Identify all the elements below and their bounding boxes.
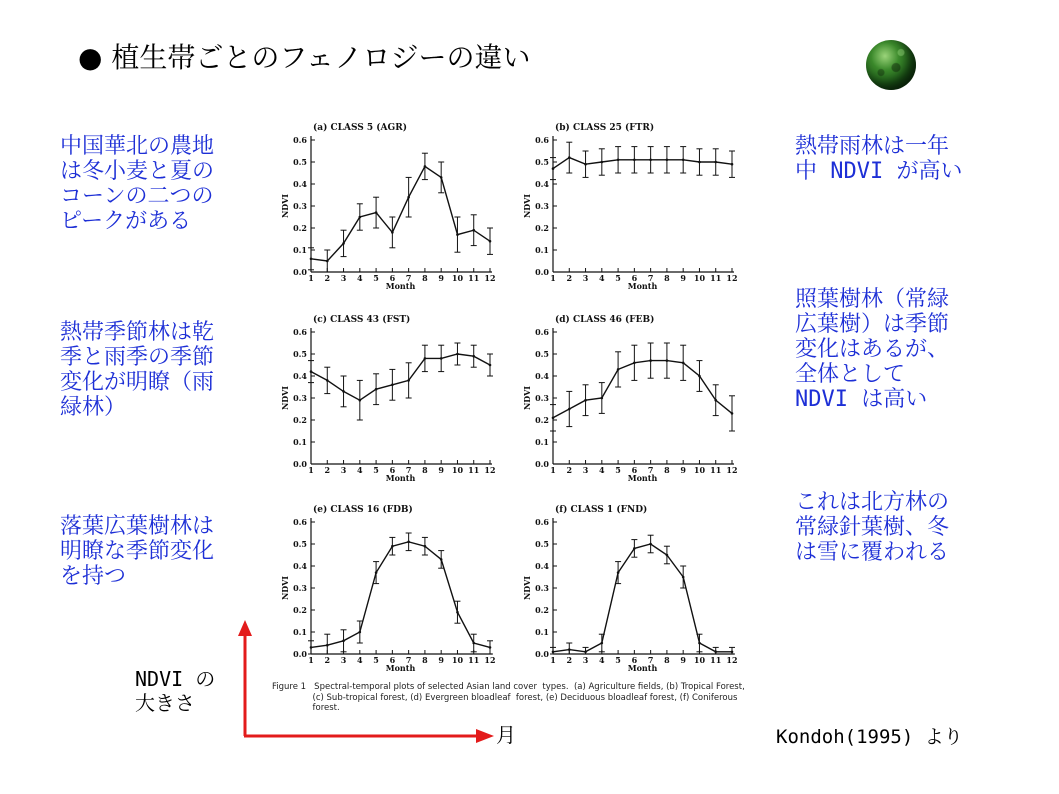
- y-axis-label: NDVI の 大きさ: [135, 667, 216, 715]
- ndvi-point: [584, 163, 587, 166]
- ndvi-point: [375, 571, 378, 574]
- x-tick-label: 3: [340, 273, 347, 283]
- chart-panel-b: [520, 118, 750, 293]
- ndvi-point: [568, 156, 571, 159]
- ndvi-point: [584, 651, 587, 654]
- ndvi-point: [391, 384, 394, 387]
- x-tick-label: 7: [405, 273, 412, 283]
- y-tick-label: 0.2: [535, 605, 549, 615]
- ndvi-series-line: [553, 544, 732, 652]
- ndvi-point: [649, 159, 652, 162]
- x-tick-label: 3: [340, 655, 347, 665]
- axis-arrows: [232, 618, 502, 753]
- y-tick-label: 0.4: [535, 371, 549, 381]
- x-tick-label: 1: [550, 273, 556, 283]
- figure-caption: Figure 1 Spectral-temporal plots of selected Asian land cover types. (a) Agriculture fields, (b) Tropical Forest, (c) Sub-tropical forest, (d) Evergreen bloadleaf forest, (e) Deciduous bloadleaf forest, (f) Coniferous forest.: [272, 682, 745, 713]
- ndvi-point: [407, 196, 410, 199]
- ndvi-point: [568, 408, 571, 411]
- ndvi-series-line: [553, 361, 732, 418]
- y-tick-label: 0.4: [293, 561, 307, 571]
- x-arrow-head: [476, 729, 494, 743]
- x-tick-label: 3: [340, 465, 347, 475]
- x-tick-label: 4: [599, 465, 605, 475]
- ndvi-point: [601, 397, 604, 400]
- x-tick-label: 6: [631, 655, 638, 665]
- x-tick-label: 9: [438, 465, 444, 475]
- x-tick-label: 1: [550, 465, 556, 475]
- x-tick-label: 10: [451, 655, 464, 665]
- ndvi-point: [666, 359, 669, 362]
- y-tick-label: 0.5: [535, 349, 549, 359]
- chart-panel-f: [520, 500, 750, 675]
- ndvi-point: [584, 399, 587, 402]
- y-tick-label: 0.3: [535, 583, 549, 593]
- y-tick-label: 0.0: [535, 459, 549, 469]
- x-tick-label: 3: [582, 655, 589, 665]
- x-tick-label: 10: [451, 465, 464, 475]
- ndvi-point: [359, 399, 362, 402]
- ndvi-point: [568, 648, 571, 651]
- x-tick-label: 12: [484, 465, 496, 475]
- credit-text: Kondoh(1995) より: [776, 726, 963, 748]
- x-tick-label: 6: [389, 273, 396, 283]
- x-tick-label: 3: [582, 465, 589, 475]
- chart-panel-c: [278, 310, 508, 485]
- x-tick-label: 7: [647, 273, 654, 283]
- y-tick-label: 0.2: [293, 223, 307, 233]
- ndvi-point: [633, 547, 636, 550]
- x-tick-label: 5: [615, 655, 621, 665]
- y-tick-label: 0.1: [535, 437, 549, 447]
- x-tick-label: 4: [357, 273, 363, 283]
- x-tick-label: 11: [468, 465, 480, 475]
- x-tick-label: 6: [389, 655, 396, 665]
- y-axis-title: NDVI: [280, 575, 290, 601]
- ndvi-point: [472, 355, 475, 358]
- x-tick-label: 9: [680, 465, 686, 475]
- ndvi-point: [552, 167, 555, 170]
- x-tick-label: 5: [373, 273, 379, 283]
- y-tick-label: 0.3: [535, 201, 549, 211]
- y-tick-label: 0.6: [293, 135, 307, 145]
- x-tick-label: 7: [405, 465, 412, 475]
- x-tick-label: 4: [357, 655, 363, 665]
- y-tick-label: 0.6: [535, 517, 549, 527]
- chart-title: (f) CLASS 1 (FND): [555, 505, 648, 515]
- ndvi-point: [359, 216, 362, 219]
- ndvi-point: [666, 159, 669, 162]
- y-tick-label: 0.6: [535, 135, 549, 145]
- x-tick-label: 2: [324, 465, 331, 475]
- y-tick-label: 0.4: [293, 371, 307, 381]
- x-tick-label: 7: [647, 655, 654, 665]
- ndvi-point: [407, 379, 410, 382]
- x-tick-label: 6: [631, 465, 638, 475]
- x-tick-label: 2: [566, 273, 573, 283]
- y-tick-label: 0.1: [535, 245, 549, 255]
- x-tick-label: 4: [599, 655, 605, 665]
- x-tick-label: 8: [422, 655, 428, 665]
- x-tick-label: 4: [599, 273, 605, 283]
- ndvi-point: [633, 362, 636, 365]
- chart-title: (e) CLASS 16 (FDB): [313, 505, 413, 515]
- x-tick-label: 2: [566, 465, 573, 475]
- ndvi-point: [391, 545, 394, 548]
- chart-panel-d: [520, 310, 750, 485]
- x-tick-label: 8: [422, 273, 428, 283]
- chart-title: (a) CLASS 5 (AGR): [313, 123, 407, 133]
- ndvi-point: [310, 258, 313, 261]
- note-tropical-seasonal-forest: 熱帯季節林は乾 季と雨季の季節 変化が明瞭（雨 緑林）: [60, 320, 215, 420]
- ndvi-point: [714, 161, 717, 164]
- x-tick-label: 10: [451, 273, 464, 283]
- x-axis-title: Month: [385, 281, 416, 291]
- ndvi-point: [391, 231, 394, 234]
- x-tick-label: 6: [389, 465, 396, 475]
- y-tick-label: 0.4: [293, 179, 307, 189]
- y-tick-label: 0.4: [535, 561, 549, 571]
- x-tick-label: 12: [484, 655, 496, 665]
- ndvi-point: [714, 399, 717, 402]
- ndvi-series-line: [553, 158, 732, 169]
- x-tick-label: 2: [566, 655, 573, 665]
- ndvi-point: [472, 229, 475, 232]
- y-tick-label: 0.1: [293, 437, 307, 447]
- ndvi-point: [633, 159, 636, 162]
- x-tick-label: 1: [550, 655, 556, 665]
- y-tick-label: 0.1: [293, 245, 307, 255]
- chart-title: (c) CLASS 43 (FST): [313, 315, 411, 325]
- y-tick-label: 0.6: [535, 327, 549, 337]
- ndvi-point: [407, 541, 410, 544]
- ndvi-point: [456, 611, 459, 614]
- x-tick-label: 12: [726, 273, 738, 283]
- ndvi-point: [649, 543, 652, 546]
- x-tick-label: 10: [693, 655, 706, 665]
- ndvi-point: [456, 233, 459, 236]
- y-tick-label: 0.2: [535, 223, 549, 233]
- ndvi-point: [731, 412, 734, 415]
- ndvi-point: [601, 161, 604, 164]
- note-deciduous-broadleaf: 落葉広葉樹林は 明瞭な季節変化 を持つ: [60, 514, 215, 589]
- x-tick-label: 3: [582, 273, 589, 283]
- ndvi-point: [731, 651, 734, 654]
- note-tropical-forest: 熱帯雨林は一年 中 NDVI が高い: [795, 134, 963, 184]
- ndvi-point: [489, 240, 492, 243]
- x-tick-label: 5: [373, 465, 379, 475]
- ndvi-point: [698, 642, 701, 645]
- globe-texture: [866, 40, 916, 90]
- y-tick-label: 0.5: [535, 157, 549, 167]
- chart-title: (d) CLASS 46 (FEB): [555, 315, 655, 325]
- x-tick-label: 12: [484, 273, 496, 283]
- x-axis-title: Month: [385, 473, 416, 483]
- ndvi-point: [326, 260, 329, 263]
- x-tick-label: 7: [405, 655, 412, 665]
- note-coniferous: これは北方林の 常緑針葉樹、冬 は雪に覆われる: [795, 490, 950, 565]
- ndvi-point: [424, 357, 427, 360]
- y-tick-label: 0.3: [293, 393, 307, 403]
- ndvi-point: [456, 353, 459, 356]
- y-axis-title: NDVI: [522, 385, 532, 411]
- x-tick-label: 1: [308, 655, 314, 665]
- y-tick-label: 0.0: [535, 649, 549, 659]
- x-tick-label: 7: [647, 465, 654, 475]
- x-tick-label: 2: [324, 655, 331, 665]
- ndvi-point: [440, 558, 443, 561]
- x-tick-label: 11: [468, 273, 480, 283]
- ndvi-point: [552, 651, 555, 654]
- y-tick-label: 0.0: [293, 649, 307, 659]
- ndvi-point: [682, 159, 685, 162]
- x-tick-label: 9: [680, 273, 686, 283]
- y-tick-label: 0.4: [535, 179, 549, 189]
- x-tick-label: 1: [308, 465, 314, 475]
- y-axis-title: NDVI: [280, 385, 290, 411]
- y-tick-label: 0.5: [293, 539, 307, 549]
- ndvi-point: [489, 364, 492, 367]
- y-tick-label: 0.2: [535, 415, 549, 425]
- x-tick-label: 5: [373, 655, 379, 665]
- x-tick-label: 11: [710, 273, 722, 283]
- ndvi-point: [714, 651, 717, 654]
- chart-panel-a: [278, 118, 508, 293]
- ndvi-point: [682, 576, 685, 579]
- ndvi-point: [617, 571, 620, 574]
- x-tick-label: 11: [468, 655, 480, 665]
- x-tick-label: 8: [664, 655, 670, 665]
- ndvi-point: [731, 163, 734, 166]
- ndvi-point: [552, 417, 555, 420]
- y-axis-title: NDVI: [522, 193, 532, 219]
- x-tick-label: 5: [615, 273, 621, 283]
- ndvi-point: [326, 379, 329, 382]
- x-tick-label: 2: [324, 273, 331, 283]
- y-tick-label: 0.6: [293, 517, 307, 527]
- y-tick-label: 0.5: [535, 539, 549, 549]
- ndvi-point: [601, 642, 604, 645]
- ndvi-point: [375, 211, 378, 214]
- x-tick-label: 11: [710, 465, 722, 475]
- ndvi-point: [617, 159, 620, 162]
- y-tick-label: 0.0: [293, 459, 307, 469]
- x-tick-label: 10: [693, 273, 706, 283]
- y-tick-label: 0.2: [293, 605, 307, 615]
- ndvi-point: [440, 176, 443, 179]
- y-axis-title: NDVI: [280, 193, 290, 219]
- y-tick-label: 0.5: [293, 157, 307, 167]
- ndvi-point: [424, 165, 427, 168]
- x-tick-label: 8: [422, 465, 428, 475]
- x-tick-label: 9: [438, 273, 444, 283]
- y-arrow-head: [238, 620, 252, 636]
- x-axis-title: Month: [627, 663, 658, 673]
- y-tick-label: 0.1: [293, 627, 307, 637]
- x-tick-label: 8: [664, 273, 670, 283]
- y-tick-label: 0.3: [293, 201, 307, 211]
- ndvi-point: [617, 368, 620, 371]
- x-axis-title: Month: [385, 663, 416, 673]
- chart-title: (b) CLASS 25 (FTR): [555, 123, 655, 133]
- x-axis-title: Month: [627, 281, 658, 291]
- y-tick-label: 0.3: [535, 393, 549, 403]
- y-tick-label: 0.2: [293, 415, 307, 425]
- x-tick-label: 10: [693, 465, 706, 475]
- ndvi-point: [698, 161, 701, 164]
- x-tick-label: 12: [726, 655, 738, 665]
- x-tick-label: 9: [680, 655, 686, 665]
- x-tick-label: 5: [615, 465, 621, 475]
- y-tick-label: 0.3: [293, 583, 307, 593]
- note-agriculture: 中国華北の農地 は冬小麦と夏の コーンの二つの ピークがある: [60, 134, 215, 234]
- ndvi-series-line: [311, 166, 490, 261]
- ndvi-point: [440, 357, 443, 360]
- ndvi-point: [666, 554, 669, 557]
- ndvi-point: [649, 359, 652, 362]
- x-tick-label: 8: [664, 465, 670, 475]
- note-evergreen-broadleaf: 照葉樹林（常緑 広葉樹）は季節 変化はあるが、 全体として NDVI は高い: [795, 287, 950, 412]
- y-axis-title: NDVI: [522, 575, 532, 601]
- y-tick-label: 0.0: [535, 267, 549, 277]
- ndvi-point: [698, 375, 701, 378]
- ndvi-point: [342, 242, 345, 245]
- y-tick-label: 0.6: [293, 327, 307, 337]
- x-tick-label: 6: [631, 273, 638, 283]
- ndvi-point: [310, 370, 313, 373]
- ndvi-series-line: [311, 354, 490, 400]
- ndvi-point: [424, 545, 427, 548]
- x-tick-label: 4: [357, 465, 363, 475]
- x-axis-title: Month: [627, 473, 658, 483]
- y-tick-label: 0.1: [535, 627, 549, 637]
- x-tick-label: 9: [438, 655, 444, 665]
- x-tick-label: 1: [308, 273, 314, 283]
- slide-title: ● 植生帯ごとのフェノロジーの違い: [78, 41, 531, 74]
- ndvi-point: [682, 362, 685, 365]
- ndvi-point: [342, 390, 345, 393]
- y-tick-label: 0.0: [293, 267, 307, 277]
- x-tick-label: 12: [726, 465, 738, 475]
- y-tick-label: 0.5: [293, 349, 307, 359]
- x-axis-label: 月: [496, 723, 516, 747]
- x-tick-label: 11: [710, 655, 722, 665]
- ndvi-point: [375, 388, 378, 391]
